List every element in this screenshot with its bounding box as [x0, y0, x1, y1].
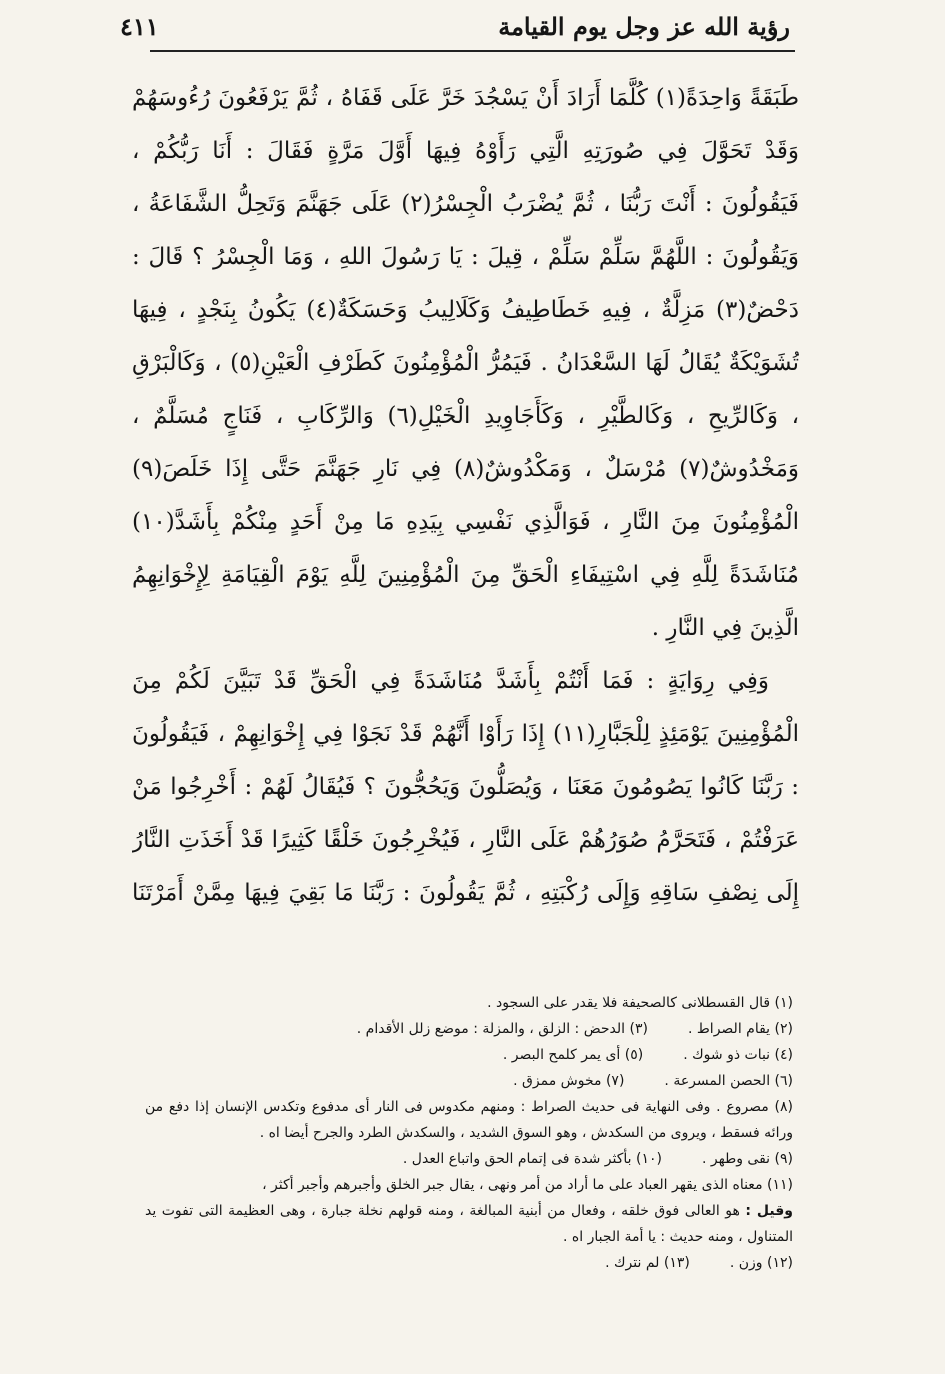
footnote: (٧) مخوش ممزق . — [513, 1073, 625, 1089]
footnote-row — [145, 1016, 793, 1042]
footnote: (١٢) وزن . — [729, 1255, 793, 1271]
footnote-row — [145, 1250, 793, 1276]
header-divider — [150, 50, 795, 52]
page-number: ٤١١ — [120, 12, 159, 41]
body-paragraph: طَبَقَةً وَاحِدَةً(١) كُلَّمَا أَرَادَ أَنْ يَسْجُدَ خَرَّ عَلَى قَفَاهُ ، ثُمَّ يَرْفَعُونَ رُءُوسَهُمْ وَقَدْ تَحَوَّلَ فِي صُورَتِهِ الَّتِي رَأَوْهُ فِيهَا أَوَّلَ مَرَّةٍ فَقَالَ : أَنَا رَبُّكُمْ ، فَيَقُولُونَ : أَنْتَ رَبُّنَا ، ثُمَّ يُضْرَبُ الْجِسْرُ(٢) عَلَى جَهَنَّمَ وَتَحِلُّ الشَّفَاعَةُ ، وَيَقُولُونَ : اللَّهُمَّ سَلِّمْ سَلِّمْ ، قِيلَ : يَا رَسُولَ اللهِ ، وَمَا الْجِسْرُ ؟ قَالَ : دَحْضٌ(٣) مَزِلَّةٌ ، فِيهِ خَطَاطِيفُ وَكَلَالِيبُ وَحَسَكَةٌ(٤) يَكُونُ بِنَجْدٍ ، فِيهَا تُشَوَيْكَةٌ يُقَالُ لَهَا السَّعْدَانُ . فَيَمُرُّ الْمُؤْمِنُونَ كَطَرْفِ الْعَيْنِ(٥) ، وَكَالْبَرْقِ ، وَكَالرِّيحِ ، وَكَالطَّيْرِ ، وَكَأَجَاوِيدِ الْخَيْلِ(٦) وَالرِّكَابِ ، فَنَاجٍ مُسَلَّمٌ ، وَمَخْدُوشٌ(٧) مُرْسَلٌ ، وَمَكْدُوشٌ(٨) فِي نَارِ جَهَنَّمَ حَتَّى إِذَا خَلَصَ(٩) الْمُؤْمِنُونَ مِنَ النَّارِ ، فَوَالَّذِي نَفْسِي بِيَدِهِ مَا مِنْ أَحَدٍ مِنْكُمْ بِأَشَدَّ(١٠) مُنَاشَدَةً لِلَّهِ فِي اسْتِيفَاءِ الْحَقِّ مِنَ الْمُؤْمِنِينَ لِلَّهِ يَوْمَ الْقِيَامَةِ لِإِخْوَانِهِمُ الَّذِينَ فِي النَّارِ . — [132, 85, 799, 641]
footnote-continuation — [145, 1198, 793, 1250]
footnote-row — [145, 1146, 793, 1172]
footnote-row — [145, 1042, 793, 1068]
main-text — [132, 72, 799, 922]
footnote-text: هو العالى فوق خلقه ، وفعال من أبنية المبالغة ، ومنه قولهم نخلة جبارة ، وهى العظيمة التى تفوت يد المتناول ، ومنه حديث : يا أمة الجبار اه . — [145, 1203, 793, 1245]
body-paragraph: وَفِي رِوَايَةٍ : فَمَا أَنْتُمْ بِأَشَدَّ مُنَاشَدَةً فِي الْحَقِّ قَدْ تَبَيَّنَ لَكُمْ مِنَ الْمُؤْمِنِينَ يَوْمَئِذٍ لِلْجَبَّارِ(١١) إِذَا رَأَوْا أَنَّهُمْ قَدْ نَجَوْا فِي إِخْوَانِهِمْ ، فَيَقُولُونَ : رَبَّنَا كَانُوا يَصُومُونَ مَعَنَا ، وَيُصَلُّونَ وَيَحُجُّونَ ؟ فَيُقَالُ لَهُمْ : أَخْرِجُوا مَنْ عَرَفْتُمْ ، فَتَحَرَّمُ صُوَرُهُمْ عَلَى النَّارِ ، فَيُخْرِجُونَ خَلْقًا كَثِيرًا قَدْ أَخَذَتِ النَّارُ إِلَى نِصْفِ سَاقِهِ وَإِلَى رُكْبَتِهِ ، ثُمَّ يَقُولُونَ : رَبَّنَا مَا بَقِيَ فِيهَا مِمَّنْ أَمَرْتَنَا — [132, 668, 799, 906]
footnote-row — [145, 1068, 793, 1094]
footnote: (٢) يقام الصراط . — [687, 1021, 793, 1037]
footnote: (٩) نقى وطهر . — [702, 1151, 793, 1167]
footnotes-section — [145, 990, 793, 1360]
footnote: (٣) الدحض : الزلق ، والمزلة : موضع زلل الأقدام . — [356, 1021, 648, 1037]
footnote: (١١) معناه الذى يقهر العباد على ما أراد من أمر ونهى ، يقال جبر الخلق وأجبرهم وأجبر أكثر ، — [262, 1177, 793, 1193]
page-header — [120, 8, 790, 48]
footnote: (٨) مصروع . وفى النهاية فى حديث الصراط : ومنهم مكدوس فى النار أى مدفوع وتكدس الإنسان إذا دفع من ورائه فسقط ، ويروى من السكدش ، وهو السوق الشديد ، والسكدش الطرد والجرح أيضا اه . — [145, 1099, 793, 1141]
footnote: (١) قال القسطلانى كالصحيفة فلا يقدر على السجود . — [487, 995, 793, 1011]
footnote: (٦) الحصن المسرعة . — [664, 1073, 793, 1089]
footnote: (٤) نبات ذو شوك . — [683, 1047, 793, 1063]
footnote: (١٠) بأكثر شدة فى إتمام الحق واتباع العدل . — [402, 1151, 662, 1167]
footnote: (١٣) لم نترك . — [605, 1255, 690, 1271]
footnote-lead: وقيل : — [745, 1203, 793, 1219]
footnote: (٥) أى يمر كلمح البصر . — [502, 1047, 644, 1063]
running-title: رؤية الله عز وجل يوم القيامة — [498, 12, 790, 41]
